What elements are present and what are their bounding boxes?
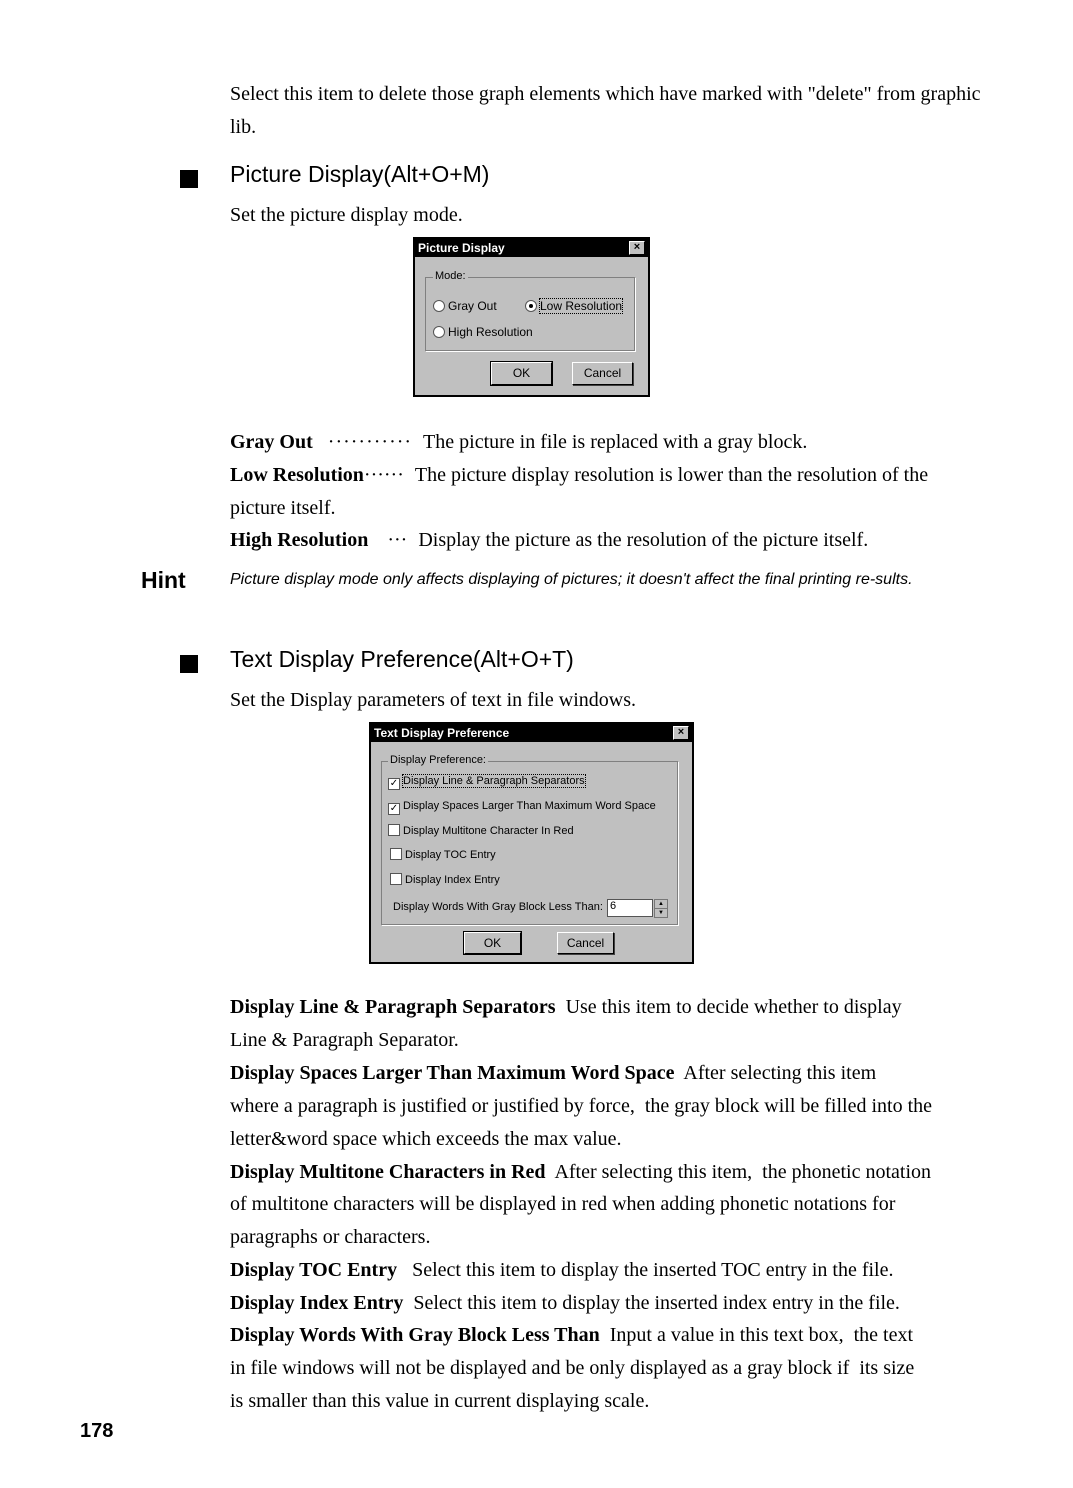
hint-label: Hint bbox=[141, 567, 186, 593]
close-icon[interactable]: × bbox=[629, 241, 645, 255]
dialog-title: Picture Display bbox=[418, 241, 505, 255]
radio-gray-out[interactable]: Gray Out bbox=[433, 299, 497, 313]
desc-line: of multitone characters will be displayed in red when adding phonetic notations for bbox=[230, 1193, 896, 1215]
desc-line: in file windows will not be displayed and be only displayed as a gray block if its size bbox=[230, 1357, 915, 1379]
spin-down-icon[interactable]: ▼ bbox=[654, 908, 668, 918]
desc-line: Display Spaces Larger Than Maximum Word Space After selecting this item bbox=[230, 1062, 877, 1084]
radio-icon bbox=[433, 300, 445, 312]
desc-line: letter&word space which exceeds the max value. bbox=[230, 1128, 622, 1150]
radio-low-resolution[interactable]: Low Resolution bbox=[525, 299, 622, 313]
section-heading-picture-display bbox=[180, 161, 490, 193]
checkbox-checked-icon: ✓ bbox=[389, 803, 399, 814]
ok-button[interactable]: OK bbox=[491, 362, 552, 385]
desc-gray-out: Gray Out ··········· The picture in file is replaced with a gray block. bbox=[230, 431, 808, 453]
checkbox-toc-entry[interactable]: Display TOC Entry bbox=[390, 848, 496, 861]
desc-line: Display Words With Gray Block Less Than Input a value in this text box, the text bbox=[230, 1324, 914, 1346]
dialog-title-bar bbox=[371, 724, 692, 742]
gray-block-value-input[interactable]: 6 bbox=[607, 899, 653, 917]
desc-line: is smaller than this value in current displaying scale. bbox=[230, 1390, 650, 1412]
bullet-square-icon bbox=[180, 170, 198, 188]
cancel-button[interactable]: Cancel bbox=[572, 362, 633, 385]
radio-icon bbox=[433, 326, 445, 338]
bullet-square-icon bbox=[180, 655, 198, 673]
hint-text: Picture display mode only affects displaying of pictures; it doesn't affect the final printing re-sults. bbox=[230, 571, 913, 588]
desc-low-resolution-cont: picture itself. bbox=[230, 497, 336, 519]
radio-high-resolution[interactable]: High Resolution bbox=[433, 325, 533, 339]
gray-block-label: Display Words With Gray Block Less Than: bbox=[393, 901, 603, 913]
desc-line: where a paragraph is justified or justified by force, the gray block will be filled into the bbox=[230, 1095, 933, 1117]
picture-display-dialog bbox=[413, 237, 650, 397]
desc-line: Display Multitone Characters in Red After selecting this item, the phonetic notation bbox=[230, 1161, 932, 1183]
desc-high-resolution: High Resolution ··· Display the picture as the resolution of the picture itself. bbox=[230, 529, 869, 551]
checkbox-icon bbox=[390, 873, 402, 885]
section-description: Set the picture display mode. bbox=[230, 204, 463, 226]
text-display-preference-dialog bbox=[369, 722, 694, 964]
intro-paragraph: Select this item to delete those graph elements which have marked with "delete" from graphic lib. bbox=[230, 83, 981, 138]
section-title: Picture Display(Alt+O+M) bbox=[230, 161, 490, 187]
desc-line: Line & Paragraph Separator. bbox=[230, 1029, 459, 1051]
checkbox-index-entry[interactable]: Display Index Entry bbox=[390, 873, 500, 886]
cancel-button[interactable]: Cancel bbox=[557, 932, 614, 954]
desc-line: Display Line & Paragraph Separators Use this item to decide whether to display bbox=[230, 996, 902, 1018]
checkbox-checked-icon: ✓ bbox=[389, 778, 399, 789]
dialog-title-bar bbox=[415, 239, 648, 257]
checkbox-multitone-red[interactable]: Display Multitone Character In Red bbox=[388, 824, 574, 837]
desc-line: Display Index Entry Select this item to display the inserted index entry in the file. bbox=[230, 1292, 900, 1314]
section-title: Text Display Preference(Alt+O+T) bbox=[230, 646, 574, 672]
dialog-title: Text Display Preference bbox=[374, 726, 510, 740]
checkbox-line-paragraph-separators[interactable]: ✓ Display Line & Paragraph Separators bbox=[389, 775, 585, 789]
section-heading-text-display-preference bbox=[180, 646, 574, 678]
desc-line: paragraphs or characters. bbox=[230, 1226, 431, 1248]
spin-up-icon[interactable]: ▲ bbox=[654, 899, 668, 909]
page-number: 178 bbox=[80, 1420, 114, 1442]
desc-low-resolution: Low Resolution······ The picture display resolution is lower than the resolution of the bbox=[230, 464, 929, 486]
ok-button[interactable]: OK bbox=[464, 932, 521, 954]
checkbox-icon bbox=[388, 824, 400, 836]
section-description: Set the Display parameters of text in file windows. bbox=[230, 689, 637, 711]
desc-line: Display TOC Entry Select this item to display the inserted TOC entry in the file. bbox=[230, 1259, 894, 1281]
close-icon[interactable]: × bbox=[673, 726, 689, 740]
mode-group-label: Mode: bbox=[435, 270, 466, 282]
display-preference-group-label: Display Preference: bbox=[390, 754, 486, 766]
checkbox-spaces-larger[interactable]: ✓ Display Spaces Larger Than Maximum Word Space bbox=[389, 800, 656, 814]
checkbox-icon bbox=[390, 848, 402, 860]
mode-group bbox=[425, 277, 635, 351]
radio-selected-icon bbox=[525, 300, 537, 312]
